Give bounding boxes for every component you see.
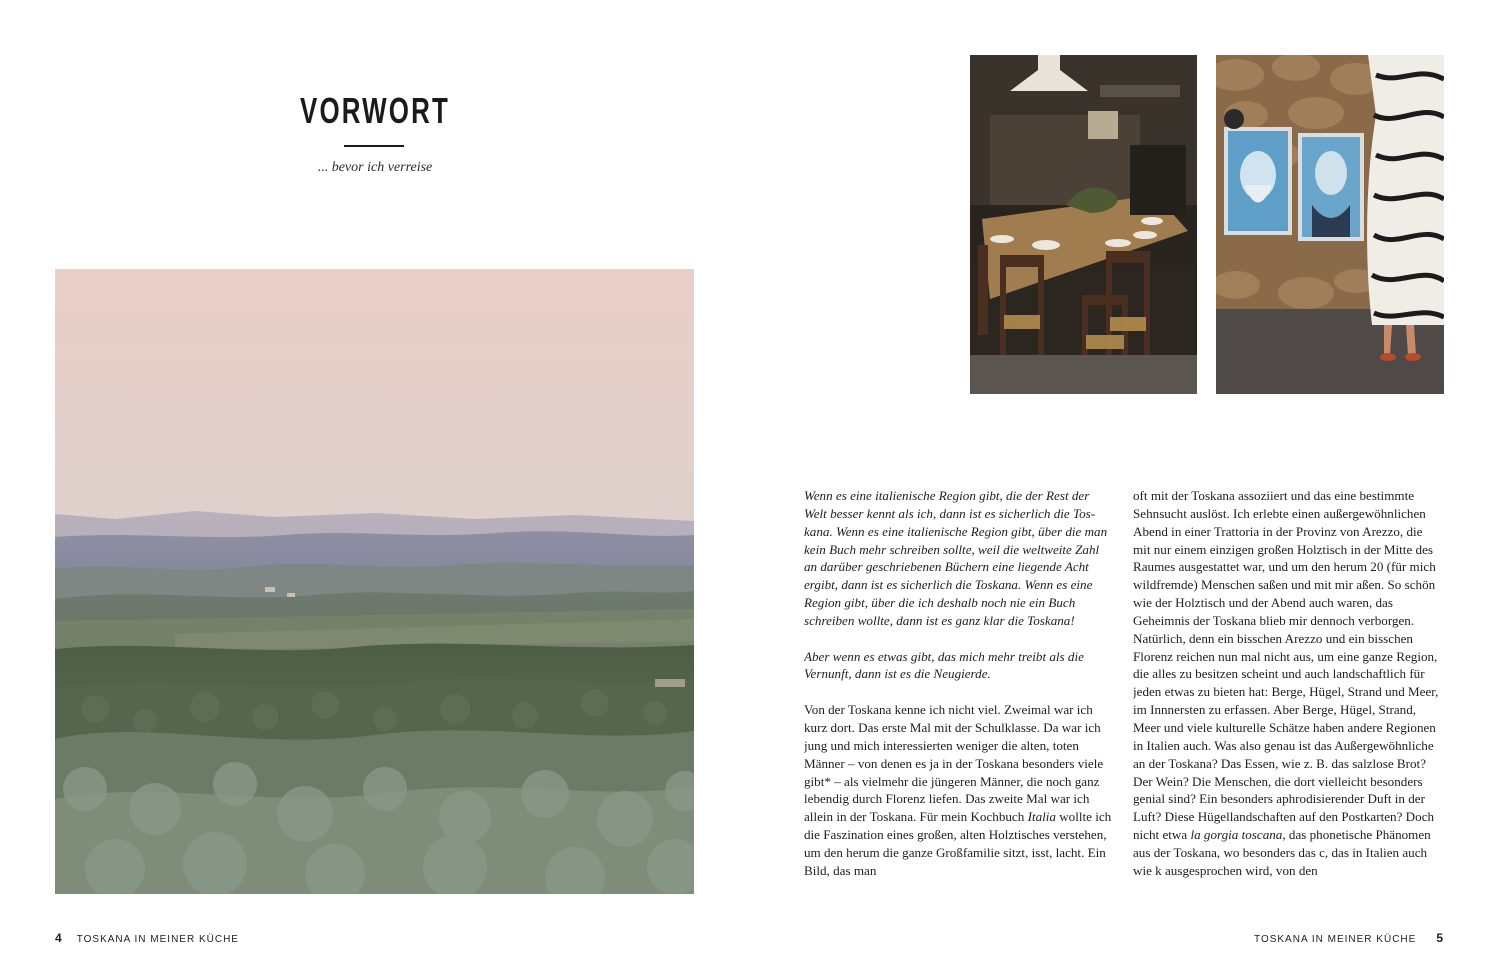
painted-portraits-wall-photo [1216, 55, 1444, 394]
body-paragraph-2 [1133, 487, 1443, 880]
right-running-head: TOSKANA IN MEINER KÜCHE [1254, 934, 1417, 945]
second-paragraph: Aber wenn es etwas gibt, das mich mehr treibt als die Vernunft, dann ist es die Neugierde. [804, 648, 1084, 682]
body-text: , das phonetische Phänomen aus der Toskana, wo besonders das c, das in Italien auch wie k ausgesprochen wird, von den [1133, 827, 1431, 878]
text-column-1 [804, 487, 1114, 897]
title-divider [344, 145, 404, 147]
italic-term-gorgia-toscana: la gorgia toscana [1190, 827, 1283, 843]
left-folio [55, 931, 239, 945]
body-paragraph-1 [804, 701, 1114, 879]
trattoria-dining-table-photo [970, 55, 1197, 394]
intro-paragraph: Wenn es eine italienische Region gibt, die der Rest der Welt besser kennt als ich, dann ist es sicherlich die Toskana. Wenn es eine italienische Region gibt, über die man kein Buch mehr schreiben sollte, weil die weltweite Zahl an darüber geschriebenen Büchern eine liegende Acht ergibt, dann ist es sicherlich die Toskana. Wenn es eine Region gibt, über die ich deshalb noch nie ein Buch schreiben wollte, dann ist es ganz klar die Toskana! [804, 488, 1108, 628]
tuscan-hills-landscape-photo [55, 269, 694, 894]
page-title: VORWORT [299, 90, 451, 131]
text-column-2 [1133, 487, 1443, 897]
page-subtitle: ... bevor ich verreise [317, 160, 433, 175]
right-folio [1254, 931, 1444, 945]
left-page-number: 4 [55, 931, 63, 945]
left-running-head: TOSKANA IN MEINER KÜCHE [76, 934, 239, 945]
right-page-number: 5 [1436, 931, 1444, 945]
body-text: wollte ich die Faszination eines großen, alten Holztisches verstehen, um den herum die ganze Großfamilie sitzt, isst, lacht. Ein Bild, das man [804, 809, 1112, 878]
book-title-italia: Italia [1027, 809, 1056, 825]
body-text: oft mit der Toskana assoziiert und das eine bestimmte Sehnsucht auslöst. Ich erlebte einen außergewöhnlichen Abend in einer Trattoria in der Provinz von Arezzo, die mit nur einem einzigen großen Holztisch in der Mitte des Raumes ausgestattet war, und um den herum 20 (für mich wildfremde) Menschen saßen und mit mir aßen. So schön wie der Holztisch und der Abend auch waren, das Geheimnis der Toskana blieb mir dennoch verborgen. Natürlich, denn ein bisschen Arezzo und ein bisschen Florenz reichen nun mal nicht aus, um eine ganze Region, die alles zu besitzen scheint und auch landschaftlich für jeden etwas zu bieten hat: Berge, Hügel, Strand und Meer, im Innnersten zu erfassen. Aber Berge, Hügel, Strand, Meer und viele kulturelle Schätze haben andere Regionen in Italien auch. Was also genau ist das Außergewöhnliche an der Toskana? Das Essen, wie z. B. das salzlose Brot? Der Wein? Die Menschen, die dort vielleicht besonders genial sind? Ein besonders aphrodisierender Duft in der Luft? Diese Hügellandschaften auf den Postkarten? Doch nicht etwa [1133, 488, 1439, 843]
body-text: Von der Toskana kenne ich nicht viel. Zweimal war ich kurz dort. Das erste Mal mit der Schulklasse. Da war ich jung und mich interessierten weniger die alten, toten Männer – von denen es ja in der Toskana besonders viele gibt* – als vielmehr die jüngeren Männer, die noch ganz lebendig durch Florenz liefen. Das zweite Mal war ich allein in der Toskana. Für mein Kochbuch [804, 702, 1104, 825]
